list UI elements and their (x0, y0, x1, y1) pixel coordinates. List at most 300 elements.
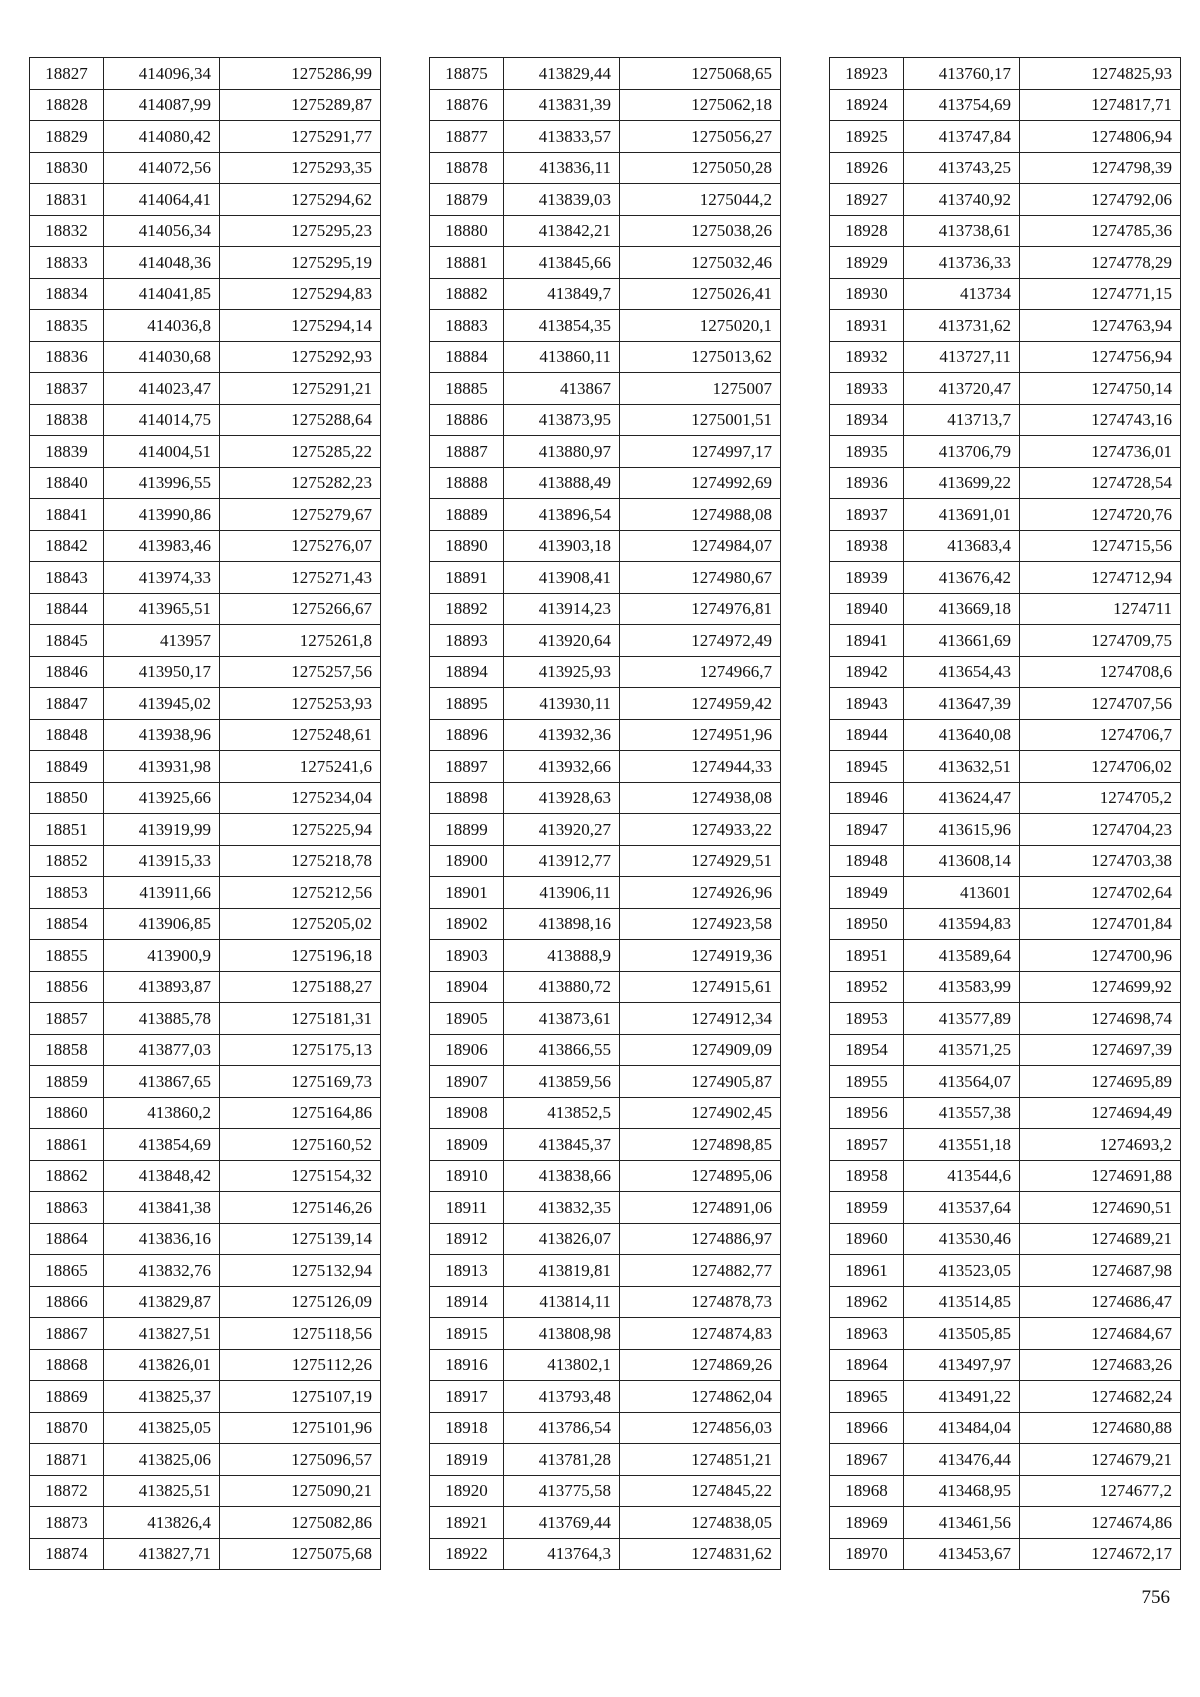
x-coordinate-cell: 413731,62 (904, 310, 1020, 342)
x-coordinate-cell: 413738,61 (904, 215, 1020, 247)
table-row (830, 58, 1181, 90)
y-coordinate-cell: 1274972,49 (620, 625, 781, 657)
y-coordinate-cell: 1275096,57 (220, 1444, 381, 1476)
table-row (30, 593, 381, 625)
y-coordinate-cell: 1274697,39 (1020, 1034, 1181, 1066)
y-coordinate-cell: 1274878,73 (620, 1286, 781, 1318)
x-coordinate-cell: 413898,16 (504, 908, 620, 940)
x-coordinate-cell: 414087,99 (104, 89, 220, 121)
y-coordinate-cell: 1275293,35 (220, 152, 381, 184)
point-number-cell: 18910 (430, 1160, 504, 1192)
y-coordinate-cell: 1275126,09 (220, 1286, 381, 1318)
point-number-cell: 18927 (830, 184, 904, 216)
x-coordinate-cell: 413833,57 (504, 121, 620, 153)
point-number-cell: 18899 (430, 814, 504, 846)
x-coordinate-cell: 413832,76 (104, 1255, 220, 1287)
y-coordinate-cell: 1275175,13 (220, 1034, 381, 1066)
point-number-cell: 18851 (30, 814, 104, 846)
x-coordinate-cell: 413914,23 (504, 593, 620, 625)
x-coordinate-cell: 413845,37 (504, 1129, 620, 1161)
x-coordinate-cell: 413854,69 (104, 1129, 220, 1161)
y-coordinate-cell: 1274909,09 (620, 1034, 781, 1066)
y-coordinate-cell: 1275276,07 (220, 530, 381, 562)
x-coordinate-cell: 413764,3 (504, 1538, 620, 1570)
point-number-cell: 18930 (830, 278, 904, 310)
point-number-cell: 18853 (30, 877, 104, 909)
point-number-cell: 18943 (830, 688, 904, 720)
y-coordinate-cell: 1275196,18 (220, 940, 381, 972)
point-number-cell: 18827 (30, 58, 104, 90)
table-row (830, 625, 1181, 657)
point-number-cell: 18949 (830, 877, 904, 909)
x-coordinate-cell: 413557,38 (904, 1097, 1020, 1129)
table-row (830, 373, 1181, 405)
y-coordinate-cell: 1275026,41 (620, 278, 781, 310)
x-coordinate-cell: 413615,96 (904, 814, 1020, 846)
y-coordinate-cell: 1274684,67 (1020, 1318, 1181, 1350)
table-row (30, 1318, 381, 1350)
y-coordinate-cell: 1274704,23 (1020, 814, 1181, 846)
table-row (30, 373, 381, 405)
point-number-cell: 18829 (30, 121, 104, 153)
table-row (30, 1507, 381, 1539)
y-coordinate-cell: 1274988,08 (620, 499, 781, 531)
table-row (430, 908, 781, 940)
point-number-cell: 18863 (30, 1192, 104, 1224)
point-number-cell: 18957 (830, 1129, 904, 1161)
y-coordinate-cell: 1274683,26 (1020, 1349, 1181, 1381)
x-coordinate-cell: 413932,36 (504, 719, 620, 751)
y-coordinate-cell: 1274700,96 (1020, 940, 1181, 972)
x-coordinate-cell: 413841,38 (104, 1192, 220, 1224)
x-coordinate-cell: 413860,11 (504, 341, 620, 373)
point-number-cell: 18970 (830, 1538, 904, 1570)
point-number-cell: 18937 (830, 499, 904, 531)
table-row (830, 1538, 1181, 1570)
x-coordinate-cell: 413860,2 (104, 1097, 220, 1129)
table-row (430, 656, 781, 688)
y-coordinate-cell: 1274902,45 (620, 1097, 781, 1129)
x-coordinate-cell: 413476,44 (904, 1444, 1020, 1476)
table-row (30, 278, 381, 310)
y-coordinate-cell: 1275248,61 (220, 719, 381, 751)
point-number-cell: 18950 (830, 908, 904, 940)
x-coordinate-cell: 414023,47 (104, 373, 220, 405)
table-row (430, 152, 781, 184)
x-coordinate-cell: 413839,03 (504, 184, 620, 216)
x-coordinate-cell: 413683,4 (904, 530, 1020, 562)
point-number-cell: 18944 (830, 719, 904, 751)
table-row (430, 1412, 781, 1444)
point-number-cell: 18909 (430, 1129, 504, 1161)
point-number-cell: 18906 (430, 1034, 504, 1066)
table-row (30, 467, 381, 499)
y-coordinate-cell: 1275291,77 (220, 121, 381, 153)
point-number-cell: 18931 (830, 310, 904, 342)
y-coordinate-cell: 1275007 (620, 373, 781, 405)
x-coordinate-cell: 413848,42 (104, 1160, 220, 1192)
point-number-cell: 18844 (30, 593, 104, 625)
x-coordinate-cell: 414064,41 (104, 184, 220, 216)
x-coordinate-cell: 413880,72 (504, 971, 620, 1003)
point-number-cell: 18856 (30, 971, 104, 1003)
table-row (30, 625, 381, 657)
point-number-cell: 18867 (30, 1318, 104, 1350)
table-row (830, 908, 1181, 940)
y-coordinate-cell: 1274686,47 (1020, 1286, 1181, 1318)
y-coordinate-cell: 1274895,06 (620, 1160, 781, 1192)
point-number-cell: 18897 (430, 751, 504, 783)
point-number-cell: 18890 (430, 530, 504, 562)
table-row (30, 782, 381, 814)
page-number: 756 (1141, 1587, 1170, 1608)
y-coordinate-cell: 1275181,31 (220, 1003, 381, 1035)
coordinate-table-3 (829, 57, 1181, 1570)
table-row (830, 1255, 1181, 1287)
y-coordinate-cell: 1274856,03 (620, 1412, 781, 1444)
x-coordinate-cell: 413808,98 (504, 1318, 620, 1350)
point-number-cell: 18888 (430, 467, 504, 499)
point-number-cell: 18861 (30, 1129, 104, 1161)
table-row (830, 656, 1181, 688)
table-row (30, 1223, 381, 1255)
y-coordinate-cell: 1275038,26 (620, 215, 781, 247)
table-row (830, 1034, 1181, 1066)
table-row (830, 467, 1181, 499)
y-coordinate-cell: 1274715,56 (1020, 530, 1181, 562)
point-number-cell: 18865 (30, 1255, 104, 1287)
point-number-cell: 18923 (830, 58, 904, 90)
y-coordinate-cell: 1274706,7 (1020, 719, 1181, 751)
x-coordinate-cell: 413950,17 (104, 656, 220, 688)
x-coordinate-cell: 413514,85 (904, 1286, 1020, 1318)
y-coordinate-cell: 1275154,32 (220, 1160, 381, 1192)
table-row (830, 1097, 1181, 1129)
table-row (430, 625, 781, 657)
table-row (430, 1034, 781, 1066)
x-coordinate-cell: 414080,42 (104, 121, 220, 153)
point-number-cell: 18965 (830, 1381, 904, 1413)
table-row (430, 940, 781, 972)
y-coordinate-cell: 1274778,29 (1020, 247, 1181, 279)
table-row (430, 971, 781, 1003)
point-number-cell: 18962 (830, 1286, 904, 1318)
table-row (830, 341, 1181, 373)
table-row (30, 215, 381, 247)
y-coordinate-cell: 1275169,73 (220, 1066, 381, 1098)
point-number-cell: 18947 (830, 814, 904, 846)
point-number-cell: 18902 (430, 908, 504, 940)
x-coordinate-cell: 413661,69 (904, 625, 1020, 657)
table-row (430, 1381, 781, 1413)
y-coordinate-cell: 1274677,2 (1020, 1475, 1181, 1507)
point-number-cell: 18903 (430, 940, 504, 972)
table-row (30, 58, 381, 90)
point-number-cell: 18896 (430, 719, 504, 751)
x-coordinate-cell: 413900,9 (104, 940, 220, 972)
point-number-cell: 18933 (830, 373, 904, 405)
point-number-cell: 18935 (830, 436, 904, 468)
x-coordinate-cell: 413945,02 (104, 688, 220, 720)
x-coordinate-cell: 413802,1 (504, 1349, 620, 1381)
x-coordinate-cell: 413793,48 (504, 1381, 620, 1413)
y-coordinate-cell: 1275294,62 (220, 184, 381, 216)
x-coordinate-cell: 414030,68 (104, 341, 220, 373)
y-coordinate-cell: 1274912,34 (620, 1003, 781, 1035)
x-coordinate-cell: 413760,17 (904, 58, 1020, 90)
x-coordinate-cell: 413523,05 (904, 1255, 1020, 1287)
x-coordinate-cell: 413888,49 (504, 467, 620, 499)
point-number-cell: 18828 (30, 89, 104, 121)
x-coordinate-cell: 413925,66 (104, 782, 220, 814)
table-row (30, 1003, 381, 1035)
x-coordinate-cell: 413461,56 (904, 1507, 1020, 1539)
point-number-cell: 18881 (430, 247, 504, 279)
x-coordinate-cell: 413564,07 (904, 1066, 1020, 1098)
point-number-cell: 18831 (30, 184, 104, 216)
y-coordinate-cell: 1274944,33 (620, 751, 781, 783)
y-coordinate-cell: 1274980,67 (620, 562, 781, 594)
table-row (430, 89, 781, 121)
table-row (30, 1066, 381, 1098)
point-number-cell: 18879 (430, 184, 504, 216)
table-row (830, 1349, 1181, 1381)
y-coordinate-cell: 1274862,04 (620, 1381, 781, 1413)
point-number-cell: 18832 (30, 215, 104, 247)
point-number-cell: 18872 (30, 1475, 104, 1507)
table-row (30, 814, 381, 846)
table-row (430, 814, 781, 846)
point-number-cell: 18928 (830, 215, 904, 247)
y-coordinate-cell: 1274997,17 (620, 436, 781, 468)
x-coordinate-cell: 413669,18 (904, 593, 1020, 625)
x-coordinate-cell: 413930,11 (504, 688, 620, 720)
x-coordinate-cell: 413877,03 (104, 1034, 220, 1066)
point-number-cell: 18908 (430, 1097, 504, 1129)
x-coordinate-cell: 414056,34 (104, 215, 220, 247)
point-number-cell: 18887 (430, 436, 504, 468)
table-row (830, 1318, 1181, 1350)
table-row (830, 184, 1181, 216)
table-row (30, 845, 381, 877)
point-number-cell: 18945 (830, 751, 904, 783)
point-number-cell: 18948 (830, 845, 904, 877)
x-coordinate-cell: 413911,66 (104, 877, 220, 909)
y-coordinate-cell: 1274992,69 (620, 467, 781, 499)
point-number-cell: 18874 (30, 1538, 104, 1570)
y-coordinate-cell: 1274838,05 (620, 1507, 781, 1539)
point-number-cell: 18911 (430, 1192, 504, 1224)
point-number-cell: 18859 (30, 1066, 104, 1098)
table-row (830, 1507, 1181, 1539)
table-row (430, 593, 781, 625)
table-row (430, 562, 781, 594)
table-row (830, 89, 1181, 121)
point-number-cell: 18835 (30, 310, 104, 342)
point-number-cell: 18956 (830, 1097, 904, 1129)
y-coordinate-cell: 1274750,14 (1020, 373, 1181, 405)
x-coordinate-cell: 413583,99 (904, 971, 1020, 1003)
x-coordinate-cell: 414004,51 (104, 436, 220, 468)
x-coordinate-cell: 413831,39 (504, 89, 620, 121)
table-row (430, 1066, 781, 1098)
point-number-cell: 18932 (830, 341, 904, 373)
y-coordinate-cell: 1275289,87 (220, 89, 381, 121)
y-coordinate-cell: 1274709,75 (1020, 625, 1181, 657)
x-coordinate-cell: 413594,83 (904, 908, 1020, 940)
y-coordinate-cell: 1274674,86 (1020, 1507, 1181, 1539)
table-row (830, 1286, 1181, 1318)
x-coordinate-cell: 413530,46 (904, 1223, 1020, 1255)
x-coordinate-cell: 413838,66 (504, 1160, 620, 1192)
coordinate-table-1 (29, 57, 381, 1570)
table-row (30, 1255, 381, 1287)
x-coordinate-cell: 413720,47 (904, 373, 1020, 405)
x-coordinate-cell: 413769,44 (504, 1507, 620, 1539)
x-coordinate-cell: 413640,08 (904, 719, 1020, 751)
y-coordinate-cell: 1275188,27 (220, 971, 381, 1003)
x-coordinate-cell: 413983,46 (104, 530, 220, 562)
point-number-cell: 18913 (430, 1255, 504, 1287)
x-coordinate-cell: 413912,77 (504, 845, 620, 877)
table-row (30, 1475, 381, 1507)
table-row (30, 971, 381, 1003)
table-row (430, 1286, 781, 1318)
y-coordinate-cell: 1274703,38 (1020, 845, 1181, 877)
table-row (430, 373, 781, 405)
table-row (430, 877, 781, 909)
y-coordinate-cell: 1275294,14 (220, 310, 381, 342)
y-coordinate-cell: 1275205,02 (220, 908, 381, 940)
table-row (30, 562, 381, 594)
y-coordinate-cell: 1274938,08 (620, 782, 781, 814)
table-row (430, 530, 781, 562)
x-coordinate-cell: 413896,54 (504, 499, 620, 531)
point-number-cell: 18891 (430, 562, 504, 594)
table-row (30, 1097, 381, 1129)
table-row (430, 845, 781, 877)
x-coordinate-cell: 413842,21 (504, 215, 620, 247)
y-coordinate-cell: 1274708,6 (1020, 656, 1181, 688)
point-number-cell: 18877 (430, 121, 504, 153)
x-coordinate-cell: 413928,63 (504, 782, 620, 814)
table-row (30, 688, 381, 720)
table-row (430, 184, 781, 216)
table-row (830, 247, 1181, 279)
point-number-cell: 18953 (830, 1003, 904, 1035)
y-coordinate-cell: 1275164,86 (220, 1097, 381, 1129)
y-coordinate-cell: 1274919,36 (620, 940, 781, 972)
point-number-cell: 18929 (830, 247, 904, 279)
y-coordinate-cell: 1274736,01 (1020, 436, 1181, 468)
y-coordinate-cell: 1274882,77 (620, 1255, 781, 1287)
y-coordinate-cell: 1274712,94 (1020, 562, 1181, 594)
y-coordinate-cell: 1275288,64 (220, 404, 381, 436)
y-coordinate-cell: 1275286,99 (220, 58, 381, 90)
x-coordinate-cell: 413919,99 (104, 814, 220, 846)
table-row (830, 1160, 1181, 1192)
table-row (830, 593, 1181, 625)
point-number-cell: 18964 (830, 1349, 904, 1381)
y-coordinate-cell: 1274806,94 (1020, 121, 1181, 153)
x-coordinate-cell: 414036,8 (104, 310, 220, 342)
x-coordinate-cell: 413740,92 (904, 184, 1020, 216)
x-coordinate-cell: 413654,43 (904, 656, 1020, 688)
x-coordinate-cell: 413601 (904, 877, 1020, 909)
point-number-cell: 18894 (430, 656, 504, 688)
x-coordinate-cell: 413829,44 (504, 58, 620, 90)
table-row (430, 310, 781, 342)
x-coordinate-cell: 413931,98 (104, 751, 220, 783)
y-coordinate-cell: 1274798,39 (1020, 152, 1181, 184)
x-coordinate-cell: 413920,27 (504, 814, 620, 846)
x-coordinate-cell: 413925,93 (504, 656, 620, 688)
x-coordinate-cell: 413826,4 (104, 1507, 220, 1539)
point-number-cell: 18876 (430, 89, 504, 121)
table-row (30, 1129, 381, 1161)
y-coordinate-cell: 1275062,18 (620, 89, 781, 121)
point-number-cell: 18878 (430, 152, 504, 184)
table-row (430, 688, 781, 720)
point-number-cell: 18938 (830, 530, 904, 562)
table-row (30, 908, 381, 940)
point-number-cell: 18855 (30, 940, 104, 972)
table-row (830, 215, 1181, 247)
table-row (830, 1444, 1181, 1476)
y-coordinate-cell: 1274701,84 (1020, 908, 1181, 940)
x-coordinate-cell: 413775,58 (504, 1475, 620, 1507)
x-coordinate-cell: 413747,84 (904, 121, 1020, 153)
y-coordinate-cell: 1274825,93 (1020, 58, 1181, 90)
x-coordinate-cell: 413915,33 (104, 845, 220, 877)
y-coordinate-cell: 1275257,56 (220, 656, 381, 688)
y-coordinate-cell: 1274693,2 (1020, 1129, 1181, 1161)
point-number-cell: 18885 (430, 373, 504, 405)
x-coordinate-cell: 413990,86 (104, 499, 220, 531)
point-number-cell: 18838 (30, 404, 104, 436)
table-row (430, 341, 781, 373)
y-coordinate-cell: 1275050,28 (620, 152, 781, 184)
point-number-cell: 18839 (30, 436, 104, 468)
x-coordinate-cell: 413880,97 (504, 436, 620, 468)
x-coordinate-cell: 413854,35 (504, 310, 620, 342)
table-row (30, 1381, 381, 1413)
y-coordinate-cell: 1275090,21 (220, 1475, 381, 1507)
y-coordinate-cell: 1275282,23 (220, 467, 381, 499)
y-coordinate-cell: 1275075,68 (220, 1538, 381, 1570)
point-number-cell: 18857 (30, 1003, 104, 1035)
table-row (830, 719, 1181, 751)
y-coordinate-cell: 1275218,78 (220, 845, 381, 877)
point-number-cell: 18900 (430, 845, 504, 877)
y-coordinate-cell: 1274817,71 (1020, 89, 1181, 121)
y-coordinate-cell: 1274699,92 (1020, 971, 1181, 1003)
y-coordinate-cell: 1275020,1 (620, 310, 781, 342)
point-number-cell: 18833 (30, 247, 104, 279)
y-coordinate-cell: 1275044,2 (620, 184, 781, 216)
x-coordinate-cell: 413571,25 (904, 1034, 1020, 1066)
y-coordinate-cell: 1275112,26 (220, 1349, 381, 1381)
y-coordinate-cell: 1274869,26 (620, 1349, 781, 1381)
x-coordinate-cell: 413826,01 (104, 1349, 220, 1381)
y-coordinate-cell: 1275241,6 (220, 751, 381, 783)
y-coordinate-cell: 1275295,23 (220, 215, 381, 247)
x-coordinate-cell: 413577,89 (904, 1003, 1020, 1035)
y-coordinate-cell: 1274690,51 (1020, 1192, 1181, 1224)
point-number-cell: 18836 (30, 341, 104, 373)
table-row (30, 1034, 381, 1066)
point-number-cell: 18915 (430, 1318, 504, 1350)
